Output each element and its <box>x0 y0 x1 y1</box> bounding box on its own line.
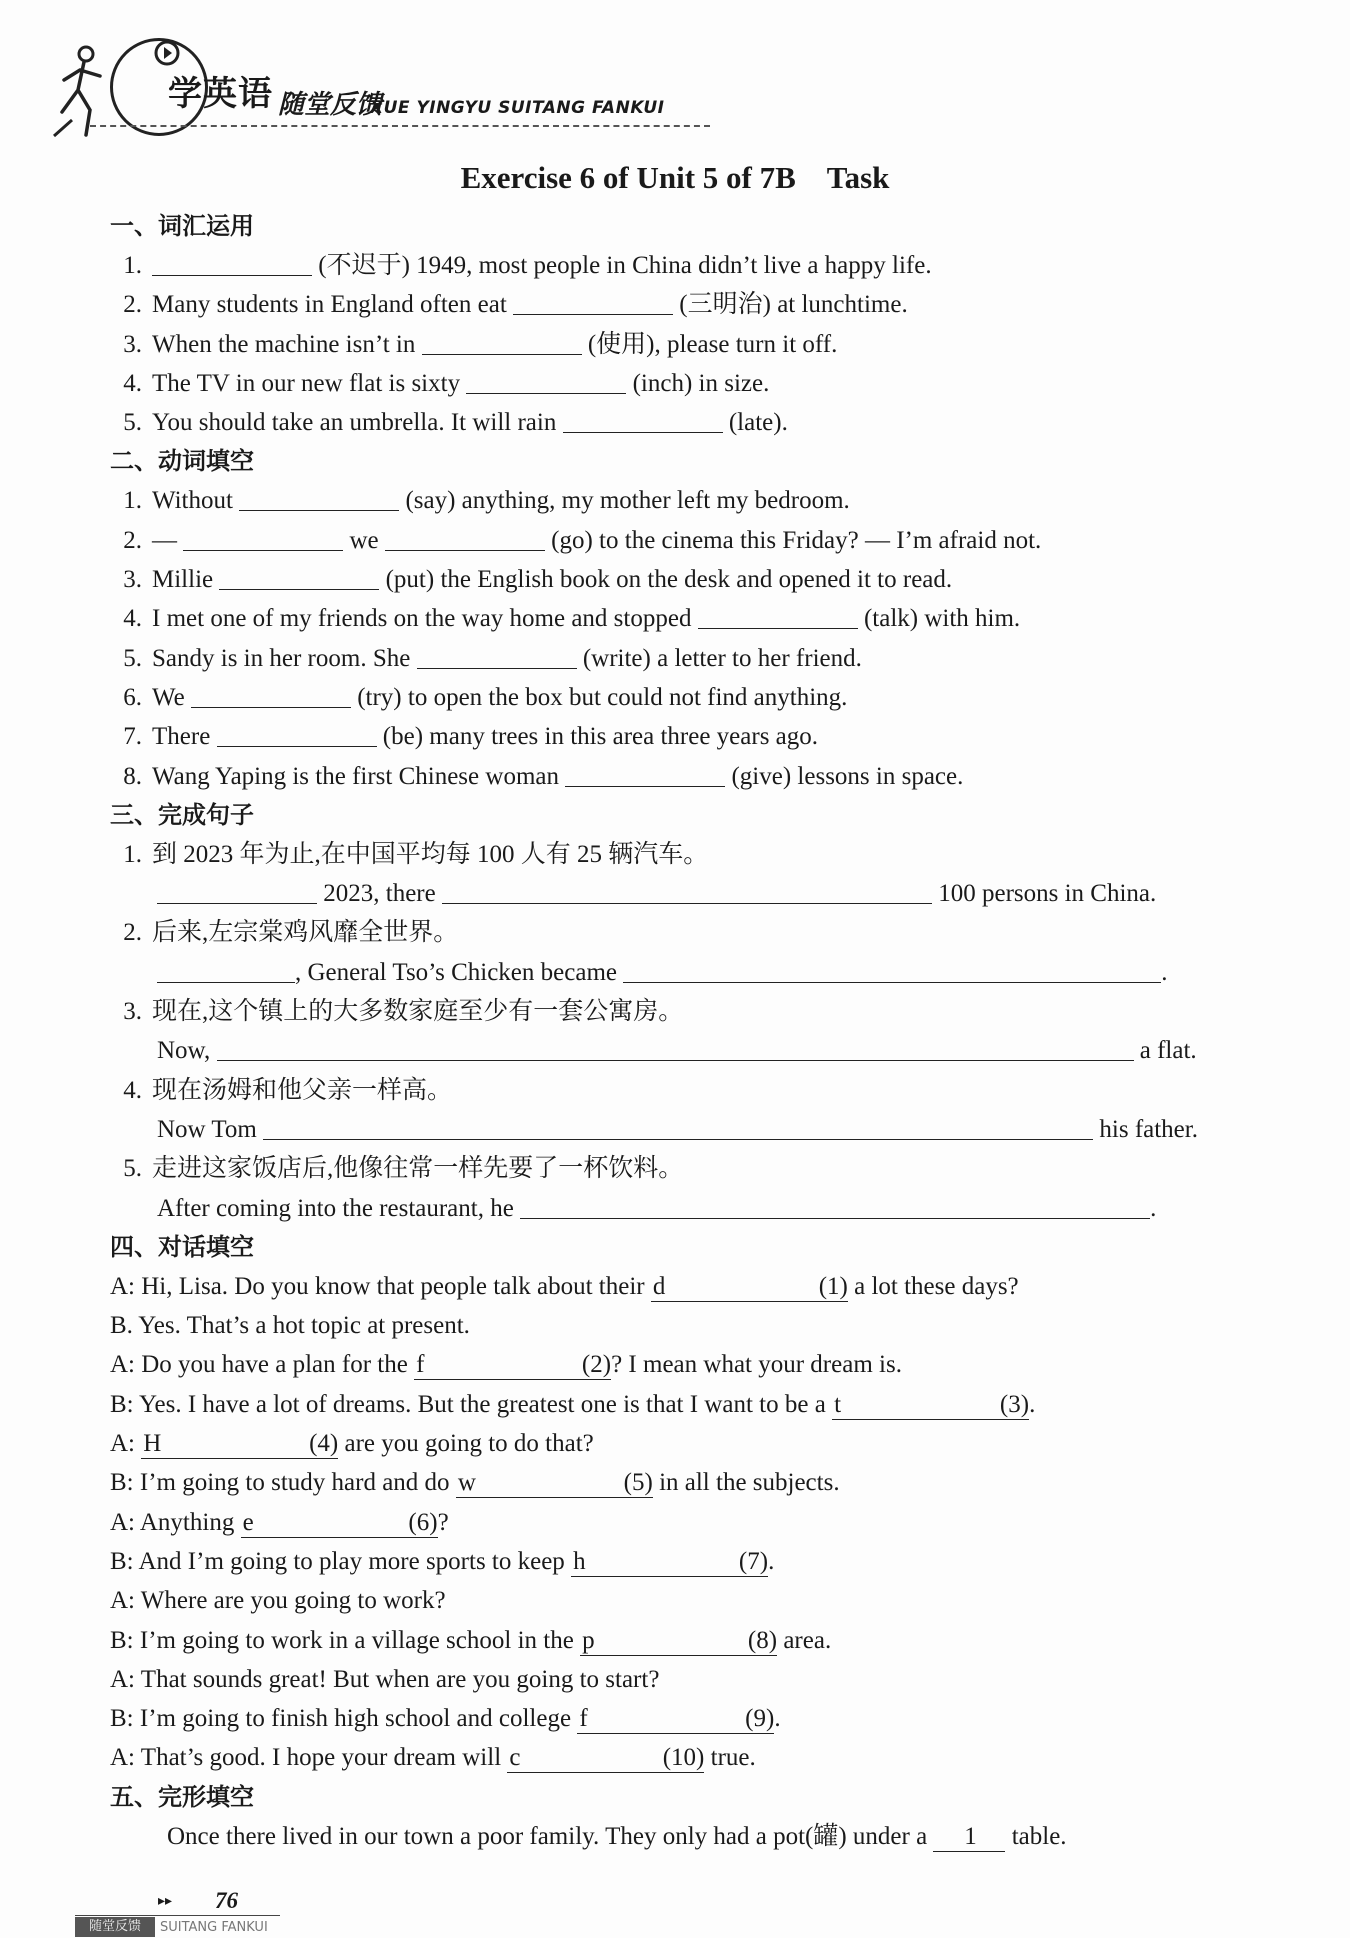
logo-subtitle: 随堂反馈 <box>278 90 383 120</box>
logo-title: 学英语 <box>168 74 273 114</box>
dialogue-line: A: Do you have a plan for the f (2) ? I mean what your dream is. <box>110 1351 902 1379</box>
answer-blank[interactable]: f (2) <box>416 1351 612 1379</box>
dialogue-line: B: I’m going to work in a village school in the p (8) area. <box>110 1626 832 1654</box>
answer-blank[interactable]: e (6) <box>242 1508 438 1536</box>
answer-blank[interactable]: p (8) <box>582 1626 778 1654</box>
answer-blank[interactable]: H (4) <box>143 1430 339 1458</box>
translation-line: Now, a flat. <box>110 1031 1260 1070</box>
section-heading: 五、完形填空 <box>110 1782 254 1811</box>
answer-blank[interactable] <box>698 602 858 629</box>
footer-tag: 随堂反馈 <box>75 1917 155 1937</box>
answer-blank[interactable] <box>385 524 545 551</box>
translation-line: 2023, there 100 persons in China. <box>110 874 1260 913</box>
answer-blank[interactable]: f (9) <box>579 1705 775 1733</box>
answer-blank[interactable] <box>183 524 343 551</box>
page-number: 76 <box>215 1888 238 1913</box>
dialogue-line: A: Where are you going to work? <box>110 1587 446 1615</box>
translation-line: , General Tso’s Chicken became . <box>110 953 1260 992</box>
answer-blank[interactable] <box>513 288 673 315</box>
question-line: 2. — we (go) to the cinema this Friday? — I’m afraid not. <box>110 521 1260 560</box>
section-heading: 三、完成句子 <box>110 800 254 829</box>
chinese-prompt: 2. 后来,左宗棠鸡风靡全世界。 <box>123 919 459 947</box>
cloze-passage: Once there lived in our town a poor family. They only had a pot(罐) under a 1 table. <box>167 1822 1067 1850</box>
question-line: 3. When the machine isn’t in (使用), please turn it off. <box>110 325 1260 364</box>
chinese-prompt: 3. 现在,这个镇上的大多数家庭至少有一套公寓房。 <box>123 998 684 1026</box>
chinese-prompt: 1. 到 2023 年为止,在中国平均每 100 人有 25 辆汽车。 <box>123 840 709 868</box>
answer-blank[interactable] <box>263 1113 1093 1140</box>
dialogue-line: B. Yes. That’s a hot topic at present. <box>110 1312 470 1340</box>
answer-blank[interactable] <box>217 720 377 747</box>
question-line: 6. We (try) to open the box but could not find anything. <box>110 678 1260 717</box>
section-heading: 二、动词填空 <box>110 447 254 476</box>
question-line: 3. Millie (put) the English book on the desk and opened it to read. <box>110 560 1260 599</box>
play-icon <box>154 40 180 66</box>
answer-blank[interactable] <box>442 877 932 904</box>
dialogue-line: B: I’m going to study hard and do w (5) in all the subjects. <box>110 1469 840 1497</box>
logo-pinyin: XUE YINGYU SUITANG FANKUI <box>370 98 665 118</box>
question-line: 1. (不迟于) 1949, most people in China didn’t live a happy life. <box>110 246 1260 285</box>
answer-blank[interactable] <box>466 367 626 394</box>
arrow-icon: ▸▸ <box>158 1893 173 1909</box>
answer-blank[interactable]: d (1) <box>652 1272 848 1300</box>
dialogue-line: A: That sounds great! But when are you going to start? <box>110 1665 660 1693</box>
answer-blank[interactable] <box>152 249 312 276</box>
header-logo <box>50 30 670 140</box>
dialogue-line: B: Yes. I have a lot of dreams. But the greatest one is that I want to be a t (3) . <box>110 1390 1036 1418</box>
answer-blank[interactable] <box>563 406 723 433</box>
answer-blank[interactable] <box>157 956 295 983</box>
answer-blank[interactable]: h (7) <box>573 1547 769 1575</box>
answer-blank[interactable]: t (3) <box>834 1390 1030 1418</box>
question-line: 2. Many students in England often eat (三明治) at lunchtime. <box>110 285 1260 324</box>
question-line: 7. There (be) many trees in this area three years ago. <box>110 717 1260 756</box>
dialogue-line: A: That’s good. I hope your dream will c (10) true. <box>110 1744 756 1772</box>
answer-blank[interactable] <box>623 956 1161 983</box>
answer-blank[interactable]: w (5) <box>457 1469 653 1497</box>
dialogue-line: A: Hi, Lisa. Do you know that people talk about their d (1) a lot these days? <box>110 1272 1019 1300</box>
answer-blank[interactable] <box>217 1034 1134 1061</box>
question-line: 5. Sandy is in her room. She (write) a letter to her friend. <box>110 639 1260 678</box>
answer-blank[interactable] <box>239 484 399 511</box>
chinese-prompt: 5. 走进这家饭店后,他像往常一样先要了一杯饮料。 <box>123 1155 684 1183</box>
dialogue-line: A: H (4) are you going to do that? <box>110 1430 594 1458</box>
dialogue-line: B: I’m going to finish high school and college f (9) . <box>110 1705 781 1733</box>
footer-pinyin: SUITANG FANKUI <box>160 1920 268 1935</box>
answer-blank[interactable] <box>422 328 582 355</box>
answer-blank[interactable] <box>417 642 577 669</box>
cloze-blank[interactable]: 1 <box>933 1823 1005 1852</box>
dialogue-line: B: And I’m going to play more sports to keep h (7) . <box>110 1547 775 1575</box>
question-line: 5. You should take an umbrella. It will rain (late). <box>110 403 1260 442</box>
answer-blank[interactable] <box>219 563 379 590</box>
section-heading: 一、词汇运用 <box>110 212 254 240</box>
answer-blank[interactable] <box>191 681 351 708</box>
footer-divider <box>75 1915 280 1916</box>
question-line: 8. Wang Yaping is the first Chinese woman (give) lessons in space. <box>110 757 1260 796</box>
question-line: 4. The TV in our new flat is sixty (inch) in size. <box>110 364 1260 403</box>
answer-blank[interactable] <box>565 760 725 787</box>
answer-blank[interactable] <box>520 1192 1150 1219</box>
translation-line: Now Tom his father. <box>110 1110 1260 1149</box>
dialogue-line: A: Anything e (6) ? <box>110 1508 449 1536</box>
section-heading: 四、对话填空 <box>110 1232 254 1261</box>
page-title: Exercise 6 of Unit 5 of 7B Task <box>460 160 890 195</box>
exercise-body <box>110 207 1260 1856</box>
header-divider <box>90 125 710 127</box>
translation-line: After coming into the restaurant, he . <box>110 1189 1260 1228</box>
chinese-prompt: 4. 现在汤姆和他父亲一样高。 <box>123 1076 453 1104</box>
answer-blank[interactable] <box>157 877 317 904</box>
question-line: 1. Without (say) anything, my mother left my bedroom. <box>110 481 1260 520</box>
answer-blank[interactable]: c (10) <box>509 1744 705 1772</box>
question-line: 4. I met one of my friends on the way home and stopped (talk) with him. <box>110 599 1260 638</box>
